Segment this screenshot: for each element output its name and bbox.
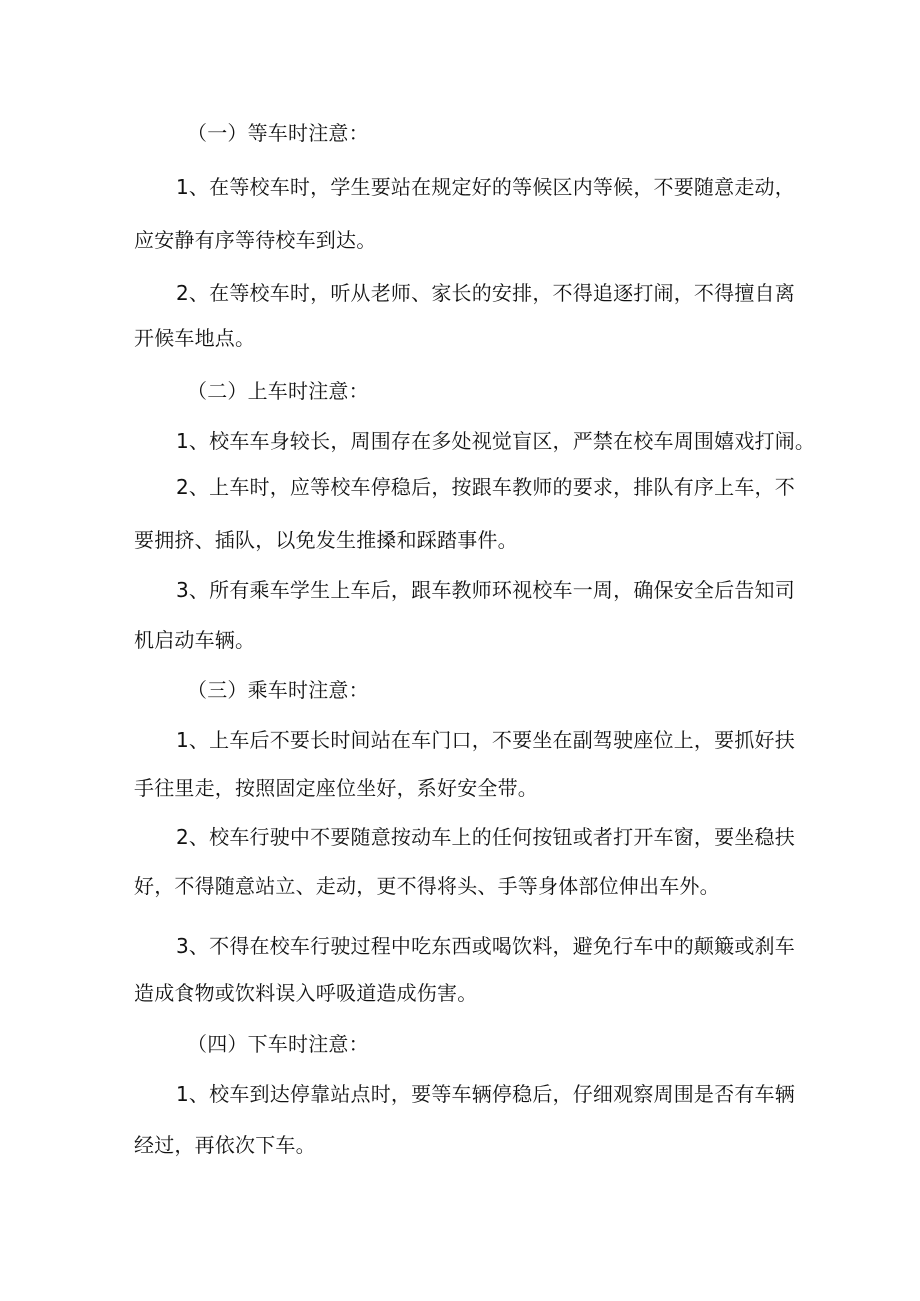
- paragraph-line: 机启动车辆。: [134, 628, 256, 652]
- paragraph-line: 手往里走，按照固定座位坐好，系好安全带。: [134, 776, 538, 800]
- section-heading: （三）乘车时注意：: [187, 678, 369, 702]
- paragraph-line: 1、上车后不要长时间站在车门口，不要坐在副驾驶座位上，要抓好扶: [176, 728, 795, 752]
- paragraph-line: 经过，再依次下车。: [134, 1133, 316, 1157]
- paragraph-line: 应安静有序等待校车到达。: [134, 228, 377, 252]
- section-heading: （一）等车时注意：: [187, 121, 369, 145]
- paragraph-line: 要拥挤、插队，以免发生推搡和踩踏事件。: [134, 528, 518, 552]
- paragraph-line: 3、不得在校车行驶过程中吃东西或喝饮料，避免行车中的颠簸或刹车: [176, 934, 795, 958]
- section-heading: （四）下车时注意：: [187, 1032, 369, 1056]
- paragraph-line: 1、在等校车时，学生要站在规定好的等候区内等候，不要随意走动，: [176, 175, 795, 199]
- paragraph-line: 2、在等校车时，听从老师、家长的安排，不得追逐打闹，不得擅自离: [176, 281, 795, 305]
- paragraph-line: 好，不得随意站立、走动，更不得将头、手等身体部位伸出车外。: [134, 874, 720, 898]
- paragraph-line: 2、上车时，应等校车停稳后，按跟车教师的要求，排队有序上车，不: [176, 475, 795, 499]
- paragraph-line: 1、校车到达停靠站点时，要等车辆停稳后，仔细观察周围是否有车辆: [176, 1082, 795, 1106]
- paragraph-line: 开候车地点。: [134, 326, 256, 350]
- paragraph-line: 造成食物或饮料误入呼吸道造成伤害。: [134, 981, 478, 1005]
- paragraph-line: 1、校车车身较长，周围存在多处视觉盲区，严禁在校车周围嬉戏打闹。: [176, 429, 816, 453]
- section-heading: （二）上车时注意：: [187, 379, 369, 403]
- paragraph-line: 2、校车行驶中不要随意按动车上的任何按钮或者打开车窗，要坐稳扶: [176, 825, 795, 849]
- paragraph-line: 3、所有乘车学生上车后，跟车教师环视校车一周，确保安全后告知司: [176, 578, 795, 602]
